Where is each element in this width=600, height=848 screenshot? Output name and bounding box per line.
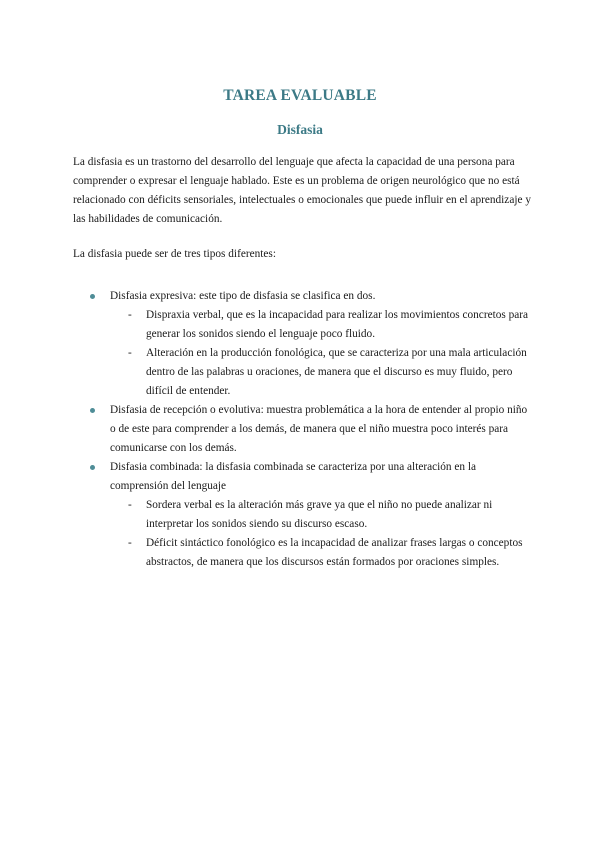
type-text: Disfasia de recepción o evolutiva: muestra problemática a la hora de entender al propio niño o de este para comprender a los demás, de manera que el niño muestra poco interés para comunicarse con los demás. bbox=[110, 404, 528, 454]
types-list bbox=[73, 287, 533, 572]
list-item-recepcion bbox=[73, 401, 533, 458]
sub-item-text: Sordera verbal es la alteración más grave ya que el niño no puede analizar ni interpretar los sonidos siendo su discurso escaso. bbox=[146, 499, 493, 530]
sub-list bbox=[110, 306, 533, 401]
sub-list-item bbox=[110, 306, 533, 344]
sub-item-text: Alteración en la producción fonológica, que se caracteriza por una mala articulación dentro de las palabras u oraciones, de manera que el discurso es muy fluido, pero difícil de entender. bbox=[146, 347, 527, 397]
dash-icon: - bbox=[128, 537, 132, 549]
list-item-combinada bbox=[73, 458, 533, 572]
sub-list-item bbox=[110, 496, 533, 534]
dash-icon: - bbox=[128, 309, 132, 321]
sub-list bbox=[110, 496, 533, 572]
type-text: Disfasia expresiva: este tipo de disfasia se clasifica en dos. bbox=[110, 290, 376, 302]
page-subtitle: Disfasia bbox=[277, 122, 323, 137]
sub-list-item bbox=[110, 534, 533, 572]
page-title: TAREA EVALUABLE bbox=[223, 87, 377, 104]
sub-list-item bbox=[110, 344, 533, 401]
type-text: Disfasia combinada: la disfasia combinada se caracteriza por una alteración en la comprensión del lenguaje bbox=[110, 461, 477, 492]
sub-item-text: Dispraxia verbal, que es la incapacidad para realizar los movimientos concretos para generar los sonidos siendo el lenguaje poco fluido. bbox=[146, 309, 529, 340]
types-intro-paragraph: La disfasia puede ser de tres tipos diferentes: bbox=[73, 248, 276, 260]
bullet-icon bbox=[90, 294, 95, 299]
bullet-icon bbox=[90, 408, 95, 413]
list-item-expresiva bbox=[73, 287, 533, 401]
dash-icon: - bbox=[128, 499, 132, 511]
intro-paragraph: La disfasia es un trastorno del desarrollo del lenguaje que afecta la capacidad de una persona para comprender o expresar el lenguaje hablado. Este es un problema de origen neurológico que no está relacionado con déficits sensoriales, intelectuales o emocionales que puede influir en el aprendizaje y las habilidades de comunicación. bbox=[73, 156, 531, 225]
dash-icon: - bbox=[128, 347, 132, 359]
sub-item-text: Déficit sintáctico fonológico es la incapacidad de analizar frases largas o conceptos abstractos, de manera que los discursos están formados por oraciones simples. bbox=[146, 537, 523, 568]
bullet-icon bbox=[90, 465, 95, 470]
